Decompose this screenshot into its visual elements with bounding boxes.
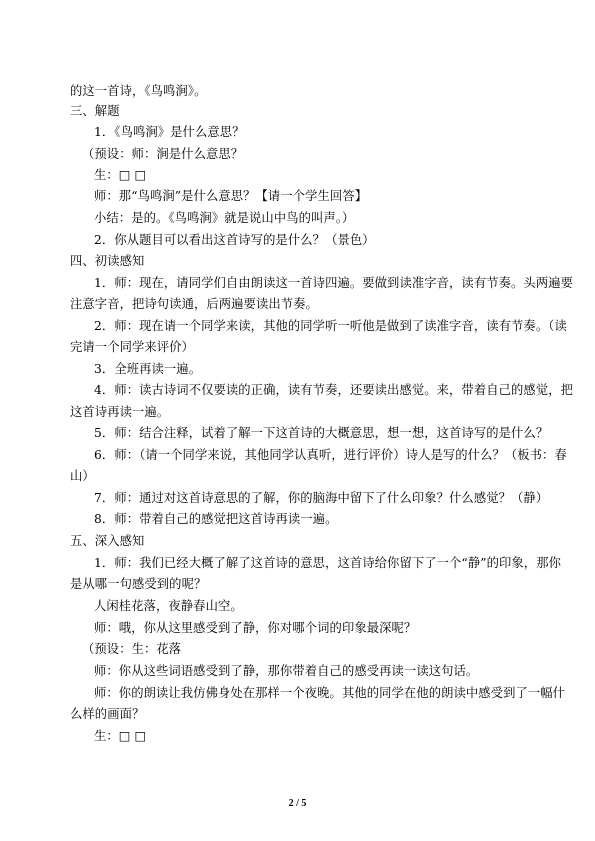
text-line: 1．《鸟鸣涧》是什么意思？ [94,125,245,139]
text-line: 1．师：我们已经大概了解了这首诗的意思，这首诗给你留下了一个“静”的印象，那你 [94,556,561,570]
text-line: 师：哦，你从这里感受到了静，你对哪个词的印象最深呢？ [94,621,417,635]
section-heading-3: 三、解题 [70,104,120,118]
text-line: 是从哪一句感受到的呢？ [70,577,207,591]
text-line: 5．师：结合注释，试着了解一下这首诗的大概意思，想一想，这首诗写的是什么？ [94,426,549,440]
text-line: 么样的画面？ [70,707,145,721]
text-line: 完请一个同学来评价） [70,340,194,354]
text-line: 7．师：通过对这首诗意思的了解，你的脑海中留下了什么印象？什么感觉？（静） [94,491,549,505]
poem-line: 人闲桂花落，夜静春山空。 [94,599,243,613]
text-line: 的这一首诗，《鸟鸣涧》。 [70,84,207,98]
text-line: 生：□ □ [94,168,147,182]
text-line: 2．师：现在请一个同学来读，其他的同学听一听他是做到了读准字音，读有节奏。（读 [94,319,567,333]
text-line: 2．你从题目可以看出这首诗写的是什么？（景色） [94,233,375,247]
text-line: （预设：生：花落 [82,642,182,656]
text-line: 1．师：现在，请同学们自由朗读这一首诗四遍。要做到读准字音，读有节奏。头两遍要 [94,276,574,290]
section-heading-5: 五、深入感知 [70,534,145,548]
page-number: 2 / 5 [288,798,307,809]
text-line: （预设：师：涧是什么意思？ [82,147,244,161]
text-line: 3．全班再读一遍。 [94,362,202,376]
text-line: 注意字音，把诗句读通，后两遍要读出节奏。 [70,297,318,311]
text-line: 6．师：（请一个同学来说，其他同学认真听，进行评价）诗人是写的什么？（板书：春 [94,448,567,462]
text-line: 4．师：读古诗词不仅要读的正确，读有节奏，还要读出感觉。来，带着自己的感觉，把 [94,383,574,397]
text-line: 师：你从这些词语感受到了静，那你带着自己的感受再读一读这句话。 [94,664,479,678]
text-line: 师：你的朗读让我仿佛身处在那样一个夜晚。其他的同学在他的朗读中感受到了一幅什 [94,686,566,700]
text-line: 山） [70,469,95,483]
text-line: 8．师：带着自己的感觉把这首诗再读一遍。 [94,512,338,526]
text-line: 师：那“鸟鸣涧”是什么意思？【请一个学生回答】 [94,189,368,203]
section-heading-4: 四、初读感知 [70,254,145,268]
text-line: 小结：是的。《鸟鸣涧》就是说山中鸟的叫声。） [94,211,355,225]
text-line: 这首诗再读一遍。 [70,405,170,419]
text-line: 生：□ □ [94,729,147,743]
